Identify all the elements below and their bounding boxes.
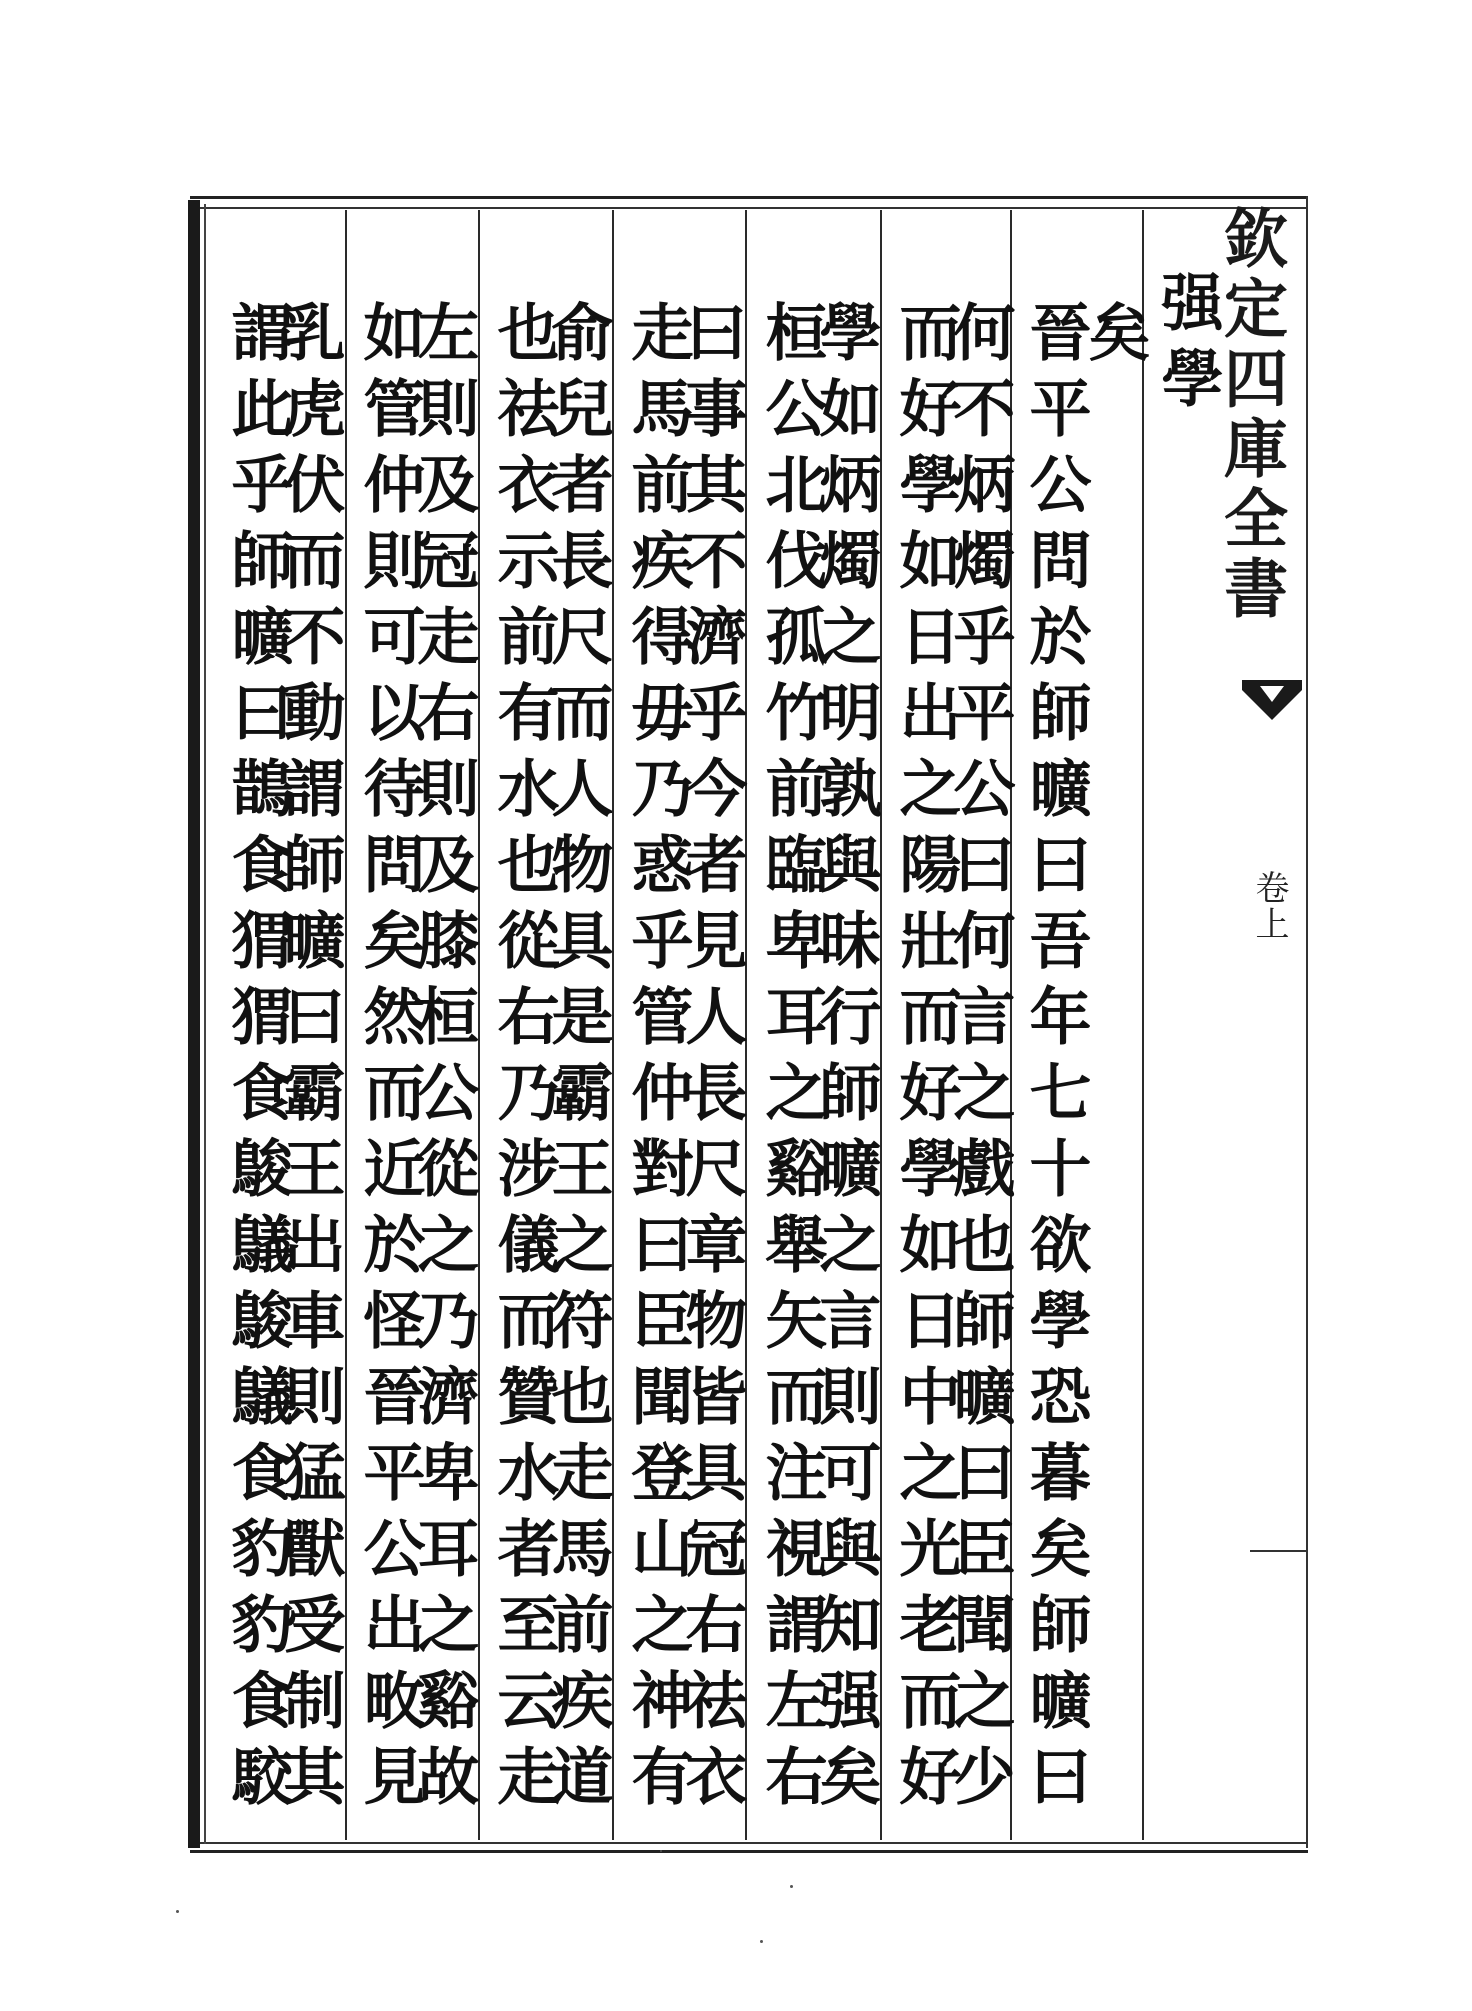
text-column-9: 走馬前疾得毋乃惑乎管仲對曰臣聞登山之神有 [621,300,694,1820]
text-column-5: 而好學如日出之陽壯而好學如日中之光老而好 [889,300,962,1820]
print-speck [760,1940,763,1943]
text-column-4: 何不炳燭乎平公曰何言之戲也師曠曰臣聞之少 [943,300,1016,1820]
margin-juan-label: 卷上 [1249,870,1289,942]
left-inner-border [204,204,206,1844]
text-column-7: 桓公北伐孤竹前臨卑耳之谿舉矢而注視謂左右 [755,300,828,1820]
text-column-15: 謂此乎師曠曰鵲食猬猬食鵔鸃鵔鸃食豹豹食駮 [221,300,294,1820]
text-column-14: 乳虎伏而不動謂師曠曰霸王出車則猛獸受制其 [273,300,346,1820]
print-speck [660,1850,662,1852]
margin-title: 欽定四庫全書 [1213,205,1288,625]
print-speck [790,1885,793,1888]
print-speck [176,1910,179,1913]
text-column-13: 如管仲則可以待問矣然而近於怪晉平公出畋見 [353,300,426,1820]
text-column-8: 曰事其不濟乎今者見人長尺章物皆具冠右祛衣 [675,300,748,1820]
left-border [188,200,200,1848]
text-column-2: 矣 [1078,300,1151,376]
margin-rule [1250,1550,1306,1552]
text-column-1: 强學 [1151,270,1224,422]
text-column-6: 學如炳燭之明孰與昧行師曠之言則可與知强矣 [809,300,882,1820]
text-column-11: 也祛衣示前有水也從右乃涉儀而贊水者至云走 [487,300,560,1820]
text-column-3: 晉平公問於師曠曰吾年七十欲學恐暮矣師曠曰 [1019,300,1092,1820]
bottom-border [190,1842,1308,1853]
text-column-12: 左則及冠走右則及膝桓公從之乃濟卑耳之谿故 [407,300,480,1820]
top-border [190,196,1308,209]
fish-tail-mark [1242,680,1302,720]
right-border [1306,196,1308,1848]
text-column-10: 俞兒者長尺而人物具是霸王之符也走馬前疾道 [541,300,614,1820]
